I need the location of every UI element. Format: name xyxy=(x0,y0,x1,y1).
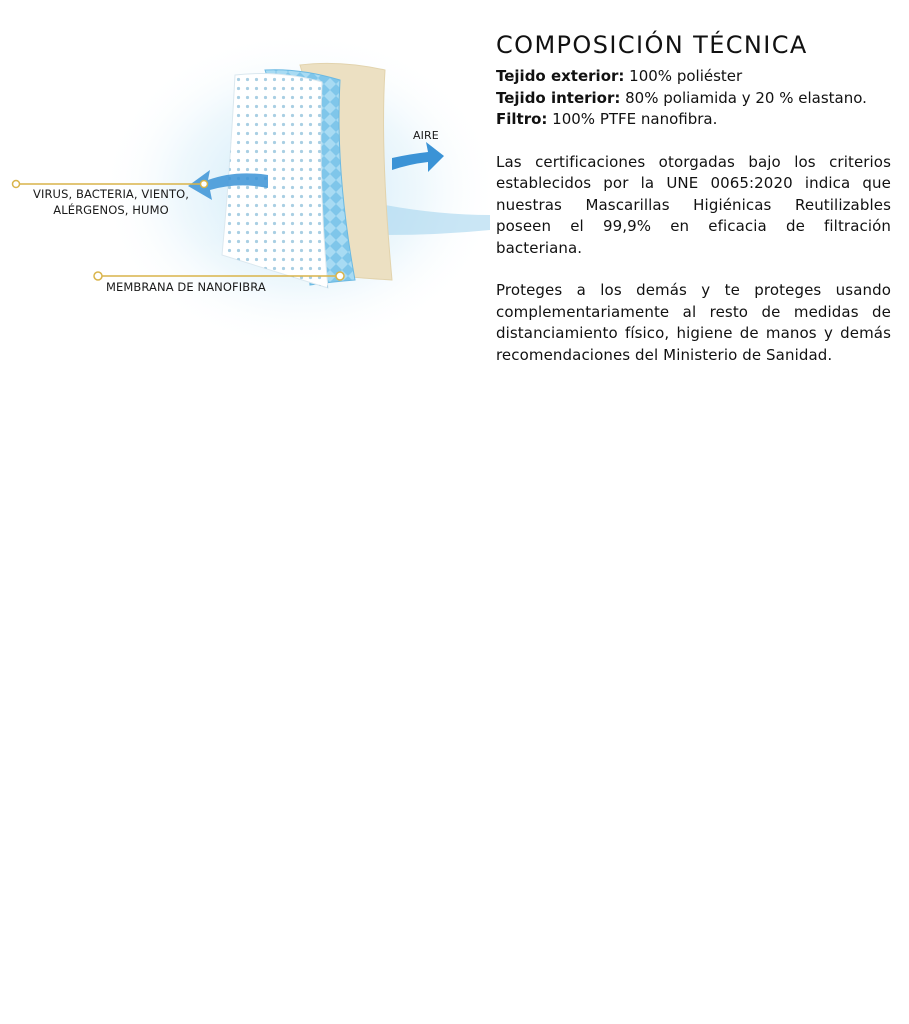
spec-inner-fabric xyxy=(496,88,891,110)
virus-callout-dot xyxy=(13,181,20,188)
air-label: AIRE xyxy=(413,129,439,142)
membrane-label: MEMBRANA DE NANOFIBRA xyxy=(106,280,266,294)
virus-label xyxy=(22,186,200,218)
spec-filter xyxy=(496,109,891,131)
virus-label-line2: ALÉRGENOS, HUMO xyxy=(53,203,169,217)
membrane-callout-dot xyxy=(94,272,102,280)
virus-label-line1: VIRUS, BACTERIA, VIENTO, xyxy=(33,187,189,201)
spec-label: Filtro: xyxy=(496,110,548,128)
spec-value: 100% PTFE nanofibra. xyxy=(547,110,718,128)
spec-outer-fabric xyxy=(496,66,891,88)
certification-paragraph: Las certificaciones otorgadas bajo los criterios establecidos por la UNE 0065:2020 indica que nuestras Mascarillas Higiénicas Reutilizables poseen el 99,9% en eficacia de filtración bacteriana. xyxy=(496,152,891,257)
filter-layers-illustration xyxy=(0,30,490,370)
membrane-callout-end-dot xyxy=(336,272,344,280)
spec-value: 80% poliamida y 20 % elastano. xyxy=(620,88,867,107)
composition-section xyxy=(496,30,891,366)
protection-paragraph: Proteges a los demás y te proteges usando complementariamente al resto de medidas de distanciamiento físico, higiene de manos y demás recomendaciones del Ministerio de Sanidad. xyxy=(496,281,891,364)
spec-label: Tejido exterior: xyxy=(496,67,625,85)
section-title: COMPOSICIÓN TÉCNICA xyxy=(496,31,808,59)
spec-value: 100% poliéster xyxy=(624,67,743,85)
virus-callout-end-dot xyxy=(201,181,208,188)
spec-label: Tejido interior: xyxy=(496,88,621,107)
